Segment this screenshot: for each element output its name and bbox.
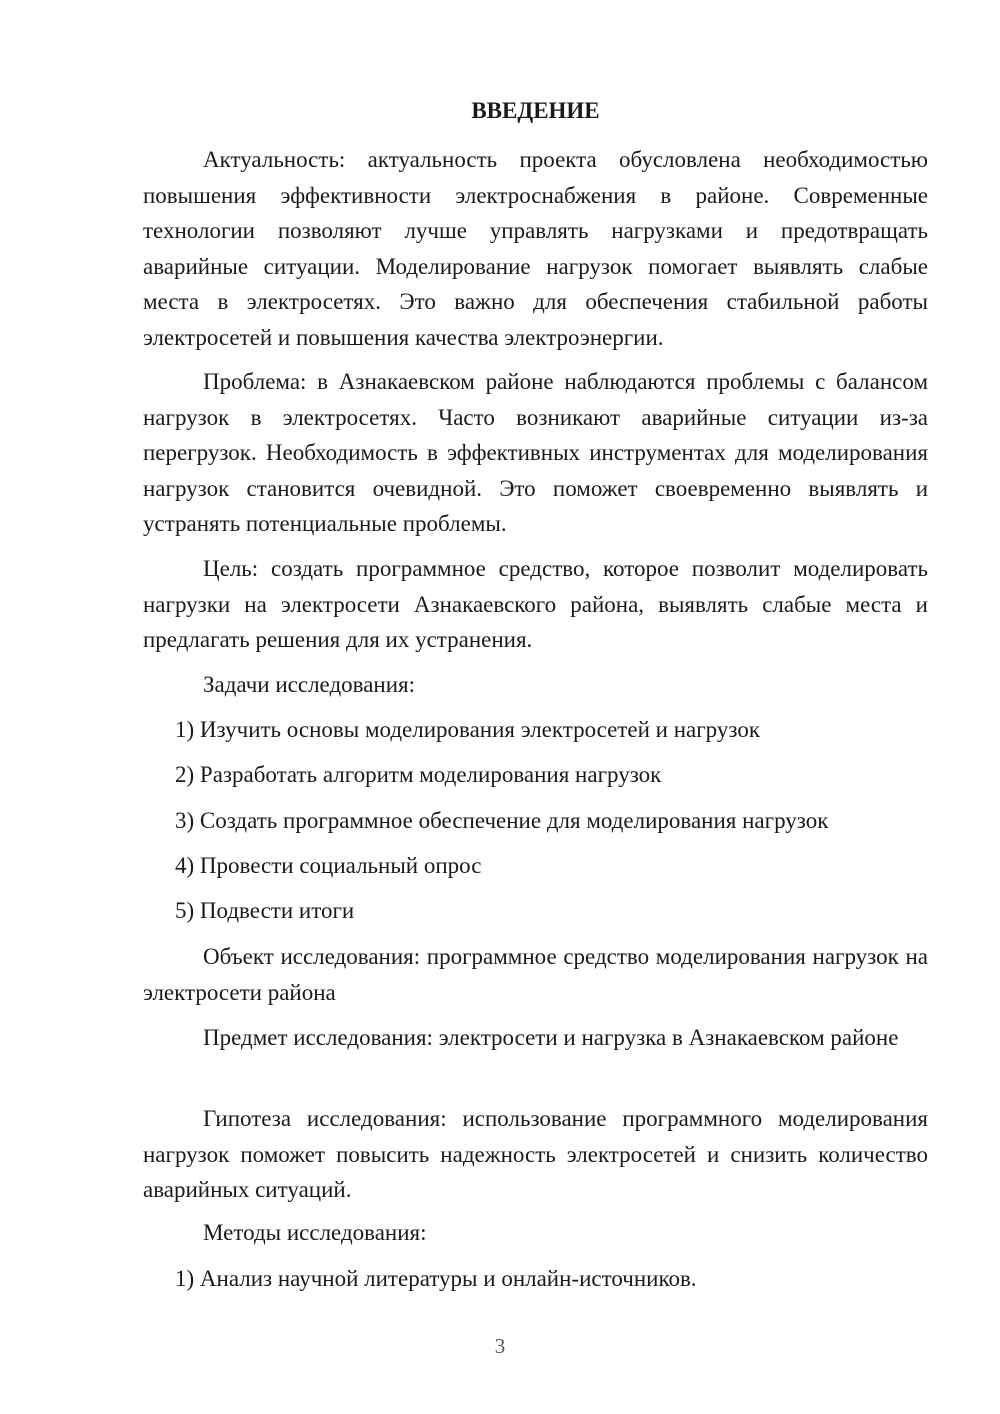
method-item-1: 1) Анализ научной литературы и онлайн-источников. [175, 1266, 697, 1291]
paragraph-relevance: Актуальность: актуальность проекта обусловлена необходимостью повышения эффективности электроснабжения в районе. Современные технологии позволяют лучше управлять нагрузками и предотвращать аварийные ситуации. Моделирование нагрузок помогает выявлять слабые места в электросетях. Это важно для обеспечения стабильной работы электросетей и повышения качества электроэнергии. [143, 147, 928, 350]
paragraph-hypothesis: Гипотеза исследования: использование программного моделирования нагрузок поможет повысить надежность электросетей и снизить количество аварийных ситуаций. [143, 1106, 928, 1202]
tasks-heading: Задачи исследования: [203, 672, 416, 697]
task-item-1: 1) Изучить основы моделирования электросетей и нагрузок [175, 717, 761, 742]
task-item-4: 4) Провести социальный опрос [175, 853, 482, 878]
paragraph-subject: Предмет исследования: электросети и нагрузка в Азнакаевском районе [203, 1025, 899, 1050]
paragraph-object: Объект исследования: программное средство моделирования нагрузок на электросети района [143, 944, 928, 1005]
methods-heading: Методы исследования: [203, 1220, 427, 1245]
paragraph-problem: Проблема: в Азнакаевском районе наблюдаются проблемы с балансом нагрузок в электросетях. Часто возникают аварийные ситуации из-за перегрузок. Необходимость в эффективных инструментах для моделирования нагрузок становится очевидной. Это поможет своевременно выявлять и устранять потенциальные проблемы. [143, 369, 928, 536]
task-item-2: 2) Разработать алгоритм моделирования нагрузок [175, 762, 662, 787]
task-item-3: 3) Создать программное обеспечение для моделирования нагрузок [175, 808, 829, 833]
page-number: 3 [494, 1334, 506, 1358]
section-title: ВВЕДЕНИЕ [471, 98, 600, 123]
paragraph-goal: Цель: создать программное средство, которое позволит моделировать нагрузки на электросети Азнакаевского района, выявлять слабые места и предлагать решения для их устранения. [143, 556, 928, 652]
task-item-5: 5) Подвести итоги [175, 898, 355, 923]
